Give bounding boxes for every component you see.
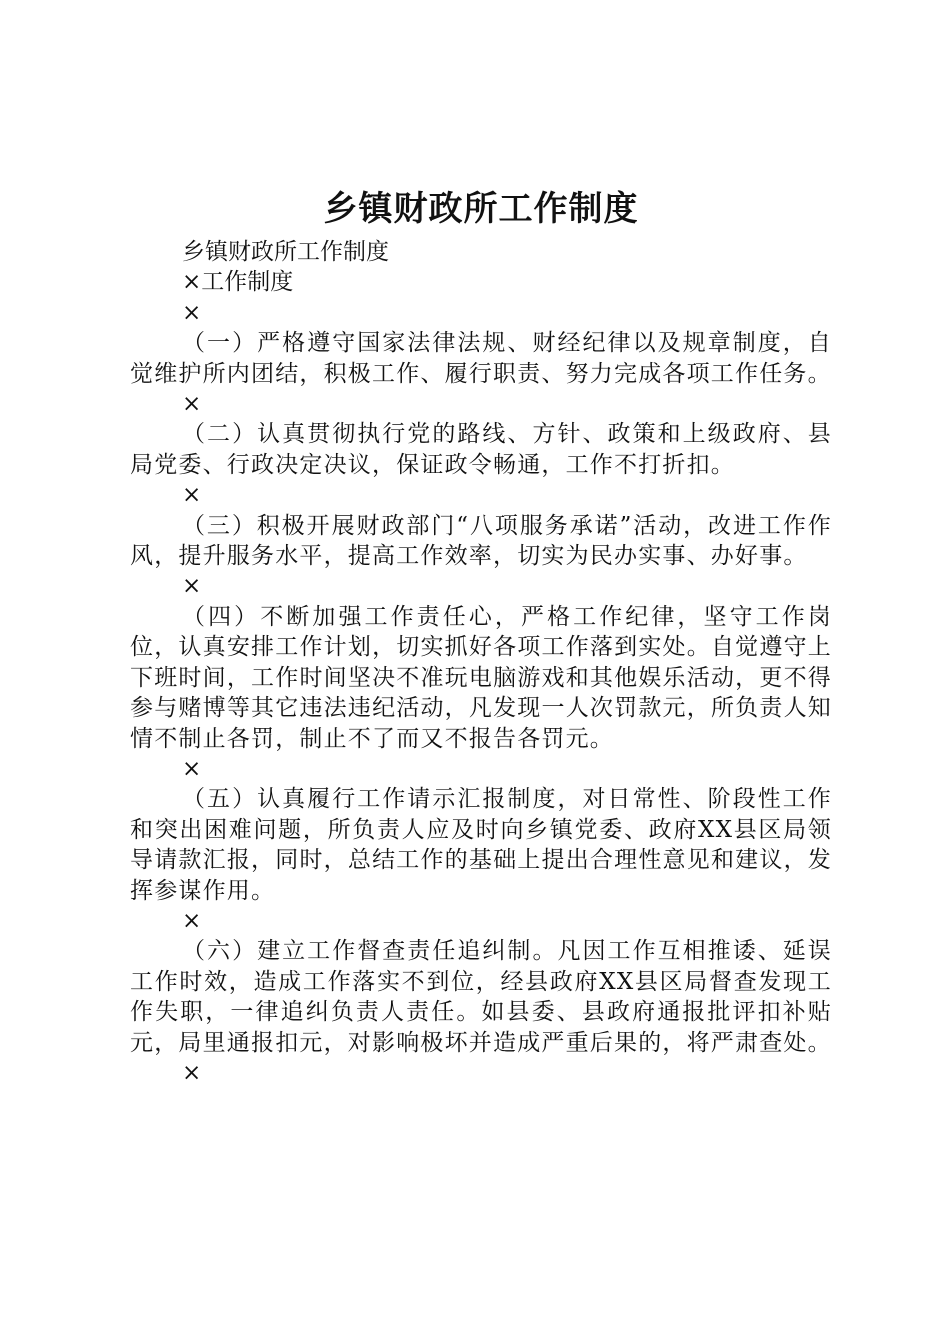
separator-mark: × xyxy=(182,1059,202,1086)
paragraph-3: （三）积极开展财政部门“八项服务承诺”活动，改进工作作风，提升服务水平，提高工作效率，切实为民办实事、办好事。 xyxy=(130,512,832,570)
document-page xyxy=(130,183,832,1088)
document-title: 乡镇财政所工作制度 xyxy=(323,189,639,229)
separator-mark: × xyxy=(182,573,202,600)
separator-mark: × xyxy=(182,482,202,509)
separator-mark: × xyxy=(182,299,202,326)
paragraph-2: （二）认真贯彻执行党的路线、方针、政策和上级政府、县局党委、行政决定决议，保证政令畅通，工作不打折扣。 xyxy=(130,421,832,478)
paragraph-6: （六）建立工作督查责任追纠制。凡因工作互相推诿、延误工作时效，造成工作落实不到位，经县政府XX县区局督查发现工作失职，一律追纠负责人责任。如县委、县政府通报批评扣补贴元，局里通报扣元，对影响极坏并造成严重后果的，将严肃查处。 xyxy=(130,938,832,1056)
paragraph-4: （四）不断加强工作责任心，严格工作纪律，坚守工作岗位，认真安排工作计划，切实抓好各项工作落到实处。自觉遵守上下班时间，工作时间坚决不准玩电脑游戏和其他娱乐活动，更不得参与赌博等其它违法违纪活动，凡发现一人次罚款元，所负责人知情不制止各罚，制止不了而又不报告各罚元。 xyxy=(130,603,832,752)
separator-mark: × xyxy=(182,391,202,418)
section-heading: ×工作制度 xyxy=(182,269,294,296)
paragraph-5: （五）认真履行工作请示汇报制度，对日常性、阶段性工作和突出困难问题，所负责人应及时向乡镇党委、政府XX县区局领导请款汇报，同时，总结工作的基础上提出合理性意见和建议，发挥参谋作用。 xyxy=(130,786,832,904)
document-subtitle: 乡镇财政所工作制度 xyxy=(182,239,389,265)
paragraph-1: （一）严格遵守国家法律法规、财经纪律以及规章制度，自觉维护所内团结，积极工作、履行职责、努力完成各项工作任务。 xyxy=(130,330,832,387)
separator-mark: × xyxy=(182,755,202,782)
separator-mark: × xyxy=(182,907,202,934)
